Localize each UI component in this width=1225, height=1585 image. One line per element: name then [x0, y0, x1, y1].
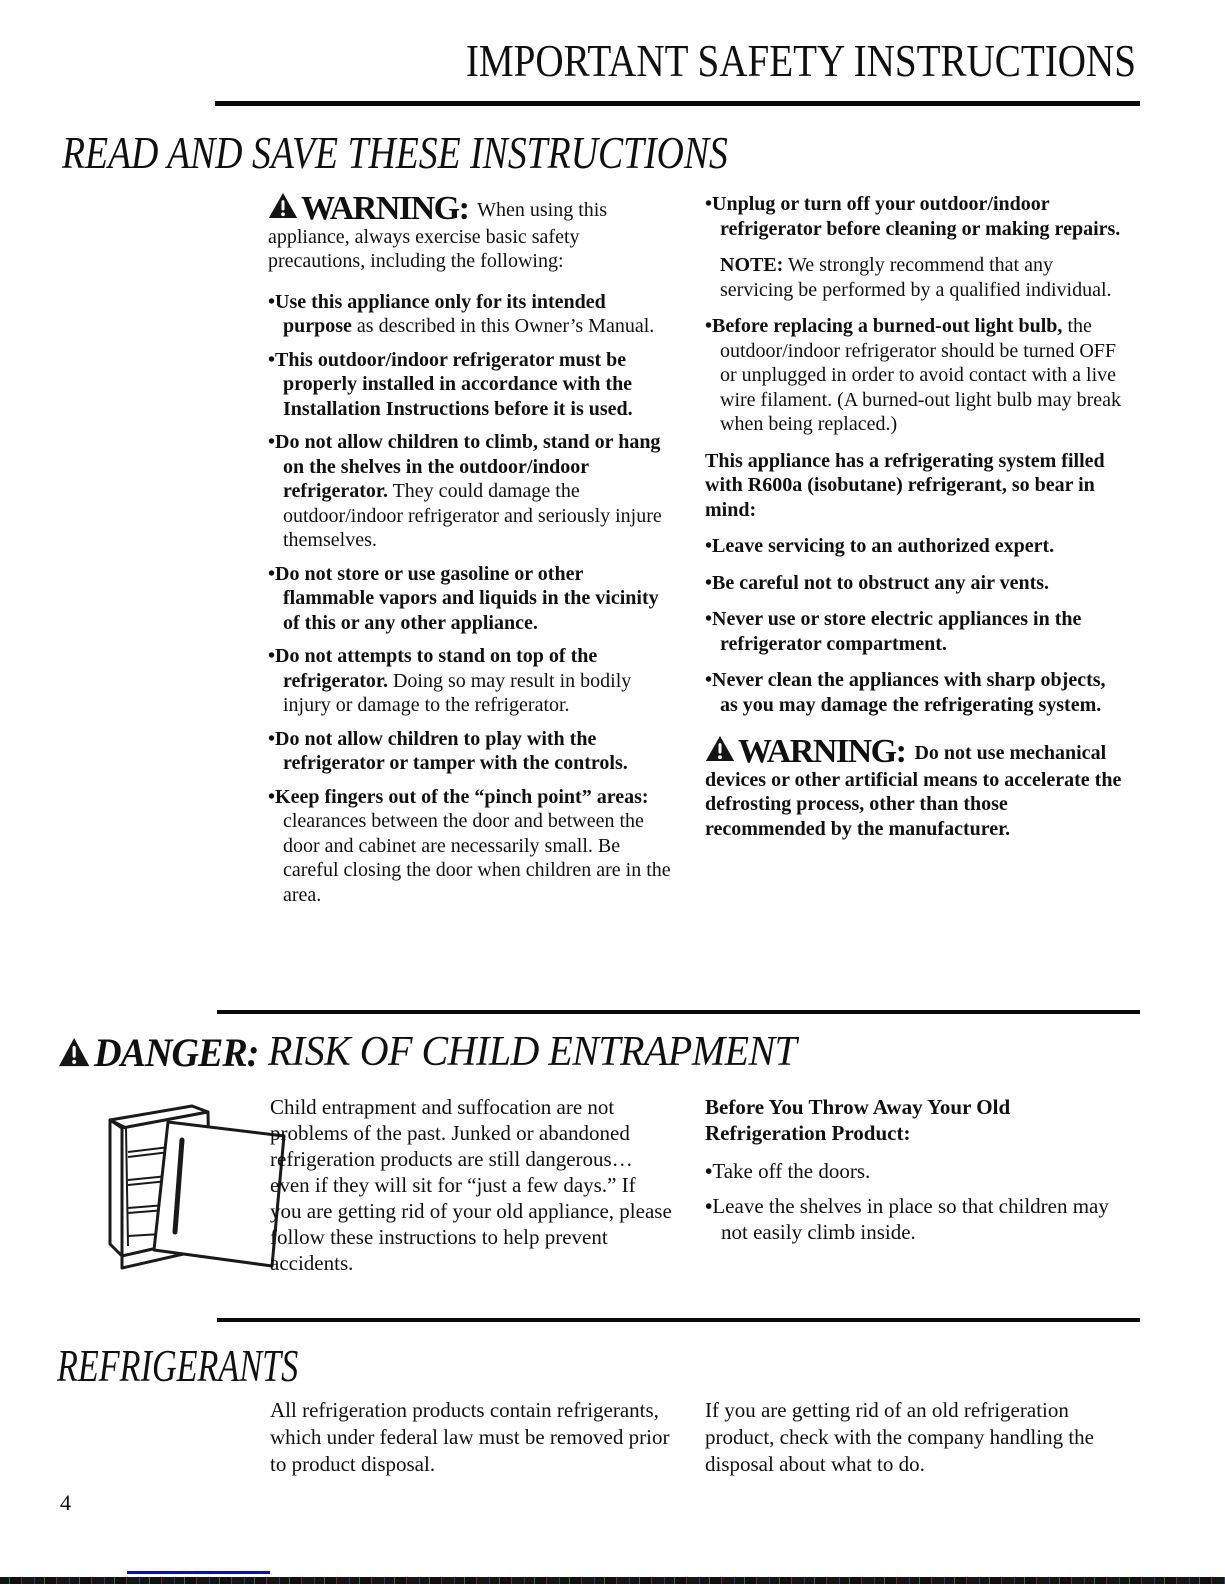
- list-item: [705, 1158, 1121, 1184]
- warning-lead-text: When using this: [477, 199, 608, 221]
- warning-body-text: mechanical devices or other artificial means to accelerate the defrosting process, other than those recommended by the manufacturer.: [705, 742, 1122, 840]
- warning-lead-text: Do not use: [914, 742, 1005, 764]
- warning-triangle-icon: [705, 735, 735, 762]
- list-item: [705, 192, 1125, 241]
- bullet-text: They could damage the outdoor/indoor refrigerator and seriously injure themselves.: [283, 480, 662, 552]
- page-title: IMPORTANT SAFETY INSTRUCTIONS: [465, 35, 1137, 86]
- bullet-text: as described in this Owner’s Manual.: [351, 315, 655, 338]
- scan-blue-mark: [127, 1571, 270, 1574]
- bullet-icon: •: [705, 1159, 713, 1183]
- bullet-text: Leave the shelves in place so that children may not easily climb inside.: [712, 1194, 1109, 1244]
- danger-intro-paragraph: Child entrapment and suffocation are not problems of the past. Junked or abandoned refrigeration products are still dangerous…even if they will sit for “just a few days.” If you are getting rid of your old appliance, please follow these instructions to help prevent accidents.: [270, 1095, 672, 1275]
- header-rule: [215, 101, 1140, 106]
- page-number: 4: [60, 1490, 71, 1515]
- bullet-icon: •: [705, 1194, 713, 1218]
- warning-label: WARNING:: [301, 190, 469, 227]
- bullet-bold-text: Be careful not to obstruct any air vents.: [712, 571, 1050, 594]
- bullet-text: Doing so may result in bodily injury or damage to the refrigerator.: [283, 669, 632, 717]
- refrigerants-left-paragraph: All refrigeration products contain refrigerants, which under federal law must be removed prior to product disposal.: [270, 1398, 670, 1476]
- bullet-icon: •: [268, 431, 276, 454]
- danger-title: RISK OF CHILD ENTRAPMENT: [267, 1029, 797, 1075]
- bullet-icon: •: [705, 608, 713, 630]
- bullet-text: the outdoor/indoor refrigerator should be turned OFF or unplugged in order to avoid contact with a live wire filament. (A burned-out light bulb may break when being replaced.): [720, 315, 1122, 435]
- bullet-bold-text: Use this appliance only for its intended purpose: [275, 290, 606, 338]
- list-item: [705, 534, 1125, 559]
- warning-body-text: appliance, always exercise basic safety precautions, including the following:: [268, 225, 580, 273]
- danger-right-column: [705, 1094, 1121, 1254]
- list-item: [705, 607, 1125, 656]
- bullet-bold-text: Never use or store electric appliances in the refrigerator compartment.: [712, 608, 1082, 655]
- warning-statement: [705, 735, 1125, 841]
- bullet-bold-text: Do not store or use gasoline or other flammable vapors and liquids in the vicinity of this or any other appliance.: [275, 562, 659, 634]
- note-label: NOTE:: [720, 254, 784, 276]
- bullet-icon: •: [268, 348, 276, 371]
- warning-statement: [268, 192, 674, 274]
- bullet-icon: •: [705, 315, 713, 337]
- bullet-bold-text: Unplug or turn off your outdoor/indoor refrigerator before cleaning or making repairs.: [712, 193, 1121, 240]
- bullet-icon: •: [705, 535, 713, 557]
- note-paragraph: [705, 253, 1125, 302]
- list-item: [268, 562, 674, 636]
- bullet-bold-text: Do not attempts to stand on top of the refrigerator.: [275, 645, 598, 692]
- bullet-icon: •: [268, 290, 276, 313]
- list-item: [705, 571, 1125, 596]
- bullet-bold-text: Do not allow children to play with the refrigerator or tamper with the controls.: [275, 727, 628, 775]
- bullet-icon: •: [268, 562, 276, 585]
- bullet-text: clearances between the door and between the door and cabinet are necessarily small. Be careful closing the door when children are in the area.: [283, 810, 671, 906]
- safety-left-column: [268, 192, 674, 916]
- list-item: [705, 668, 1125, 717]
- list-item: [268, 644, 674, 718]
- bullet-icon: •: [268, 727, 276, 750]
- section-heading-danger: [58, 1028, 796, 1076]
- danger-label: DANGER:: [94, 1029, 259, 1075]
- list-item: [268, 727, 674, 776]
- list-item: [705, 1193, 1121, 1245]
- danger-triangle-icon: [58, 1037, 90, 1067]
- scan-edge-line: [0, 1577, 1225, 1584]
- list-item: [705, 314, 1125, 437]
- warning-label: WARNING:: [738, 733, 906, 770]
- section-divider: [217, 1010, 1140, 1014]
- bullet-icon: •: [268, 785, 276, 808]
- list-item: [268, 430, 674, 553]
- warning-triangle-icon: [268, 192, 298, 219]
- bullet-bold-text: Never clean the appliances with sharp objects, as you may damage the refrigerating system.: [712, 669, 1106, 716]
- list-item: [268, 785, 674, 908]
- bullet-bold-text: Keep fingers out of the “pinch point” areas:: [275, 785, 649, 808]
- section-divider: [217, 1318, 1140, 1322]
- bullet-bold-text: Before replacing a burned-out light bulb,: [712, 315, 1063, 337]
- bullet-icon: •: [705, 193, 713, 215]
- r600a-paragraph: This appliance has a refrigerating system filled with R600a (isobutane) refrigerant, so bear in mind:: [705, 449, 1105, 521]
- bullet-text: Take off the doors.: [712, 1159, 871, 1183]
- section-heading-read-save: READ AND SAVE THESE INSTRUCTIONS: [62, 127, 728, 178]
- bullet-icon: •: [705, 571, 713, 594]
- note-text: We strongly recommend that any servicing be performed by a qualified individual.: [720, 254, 1112, 301]
- bullet-bold-text: This outdoor/indoor refrigerator must be properly installed in accordance with the Installation Instructions before it is used.: [275, 348, 633, 420]
- safety-right-column: [705, 192, 1125, 841]
- bullet-bold-text: Do not allow children to climb, stand or hang on the shelves in the outdoor/indoor refrigerator.: [275, 431, 661, 503]
- list-item: [268, 290, 674, 339]
- danger-right-heading: Before You Throw Away Your Old Refrigeration Product:: [705, 1095, 1011, 1145]
- bullet-bold-text: Leave servicing to an authorized expert.: [712, 535, 1055, 557]
- list-item: [268, 348, 674, 422]
- refrigerants-right-paragraph: If you are getting rid of an old refrigeration product, check with the company handling the disposal about what to do.: [705, 1398, 1094, 1476]
- bullet-icon: •: [268, 645, 276, 668]
- bullet-icon: •: [705, 669, 713, 691]
- section-heading-refrigerants: REFRIGERANTS: [57, 1341, 299, 1391]
